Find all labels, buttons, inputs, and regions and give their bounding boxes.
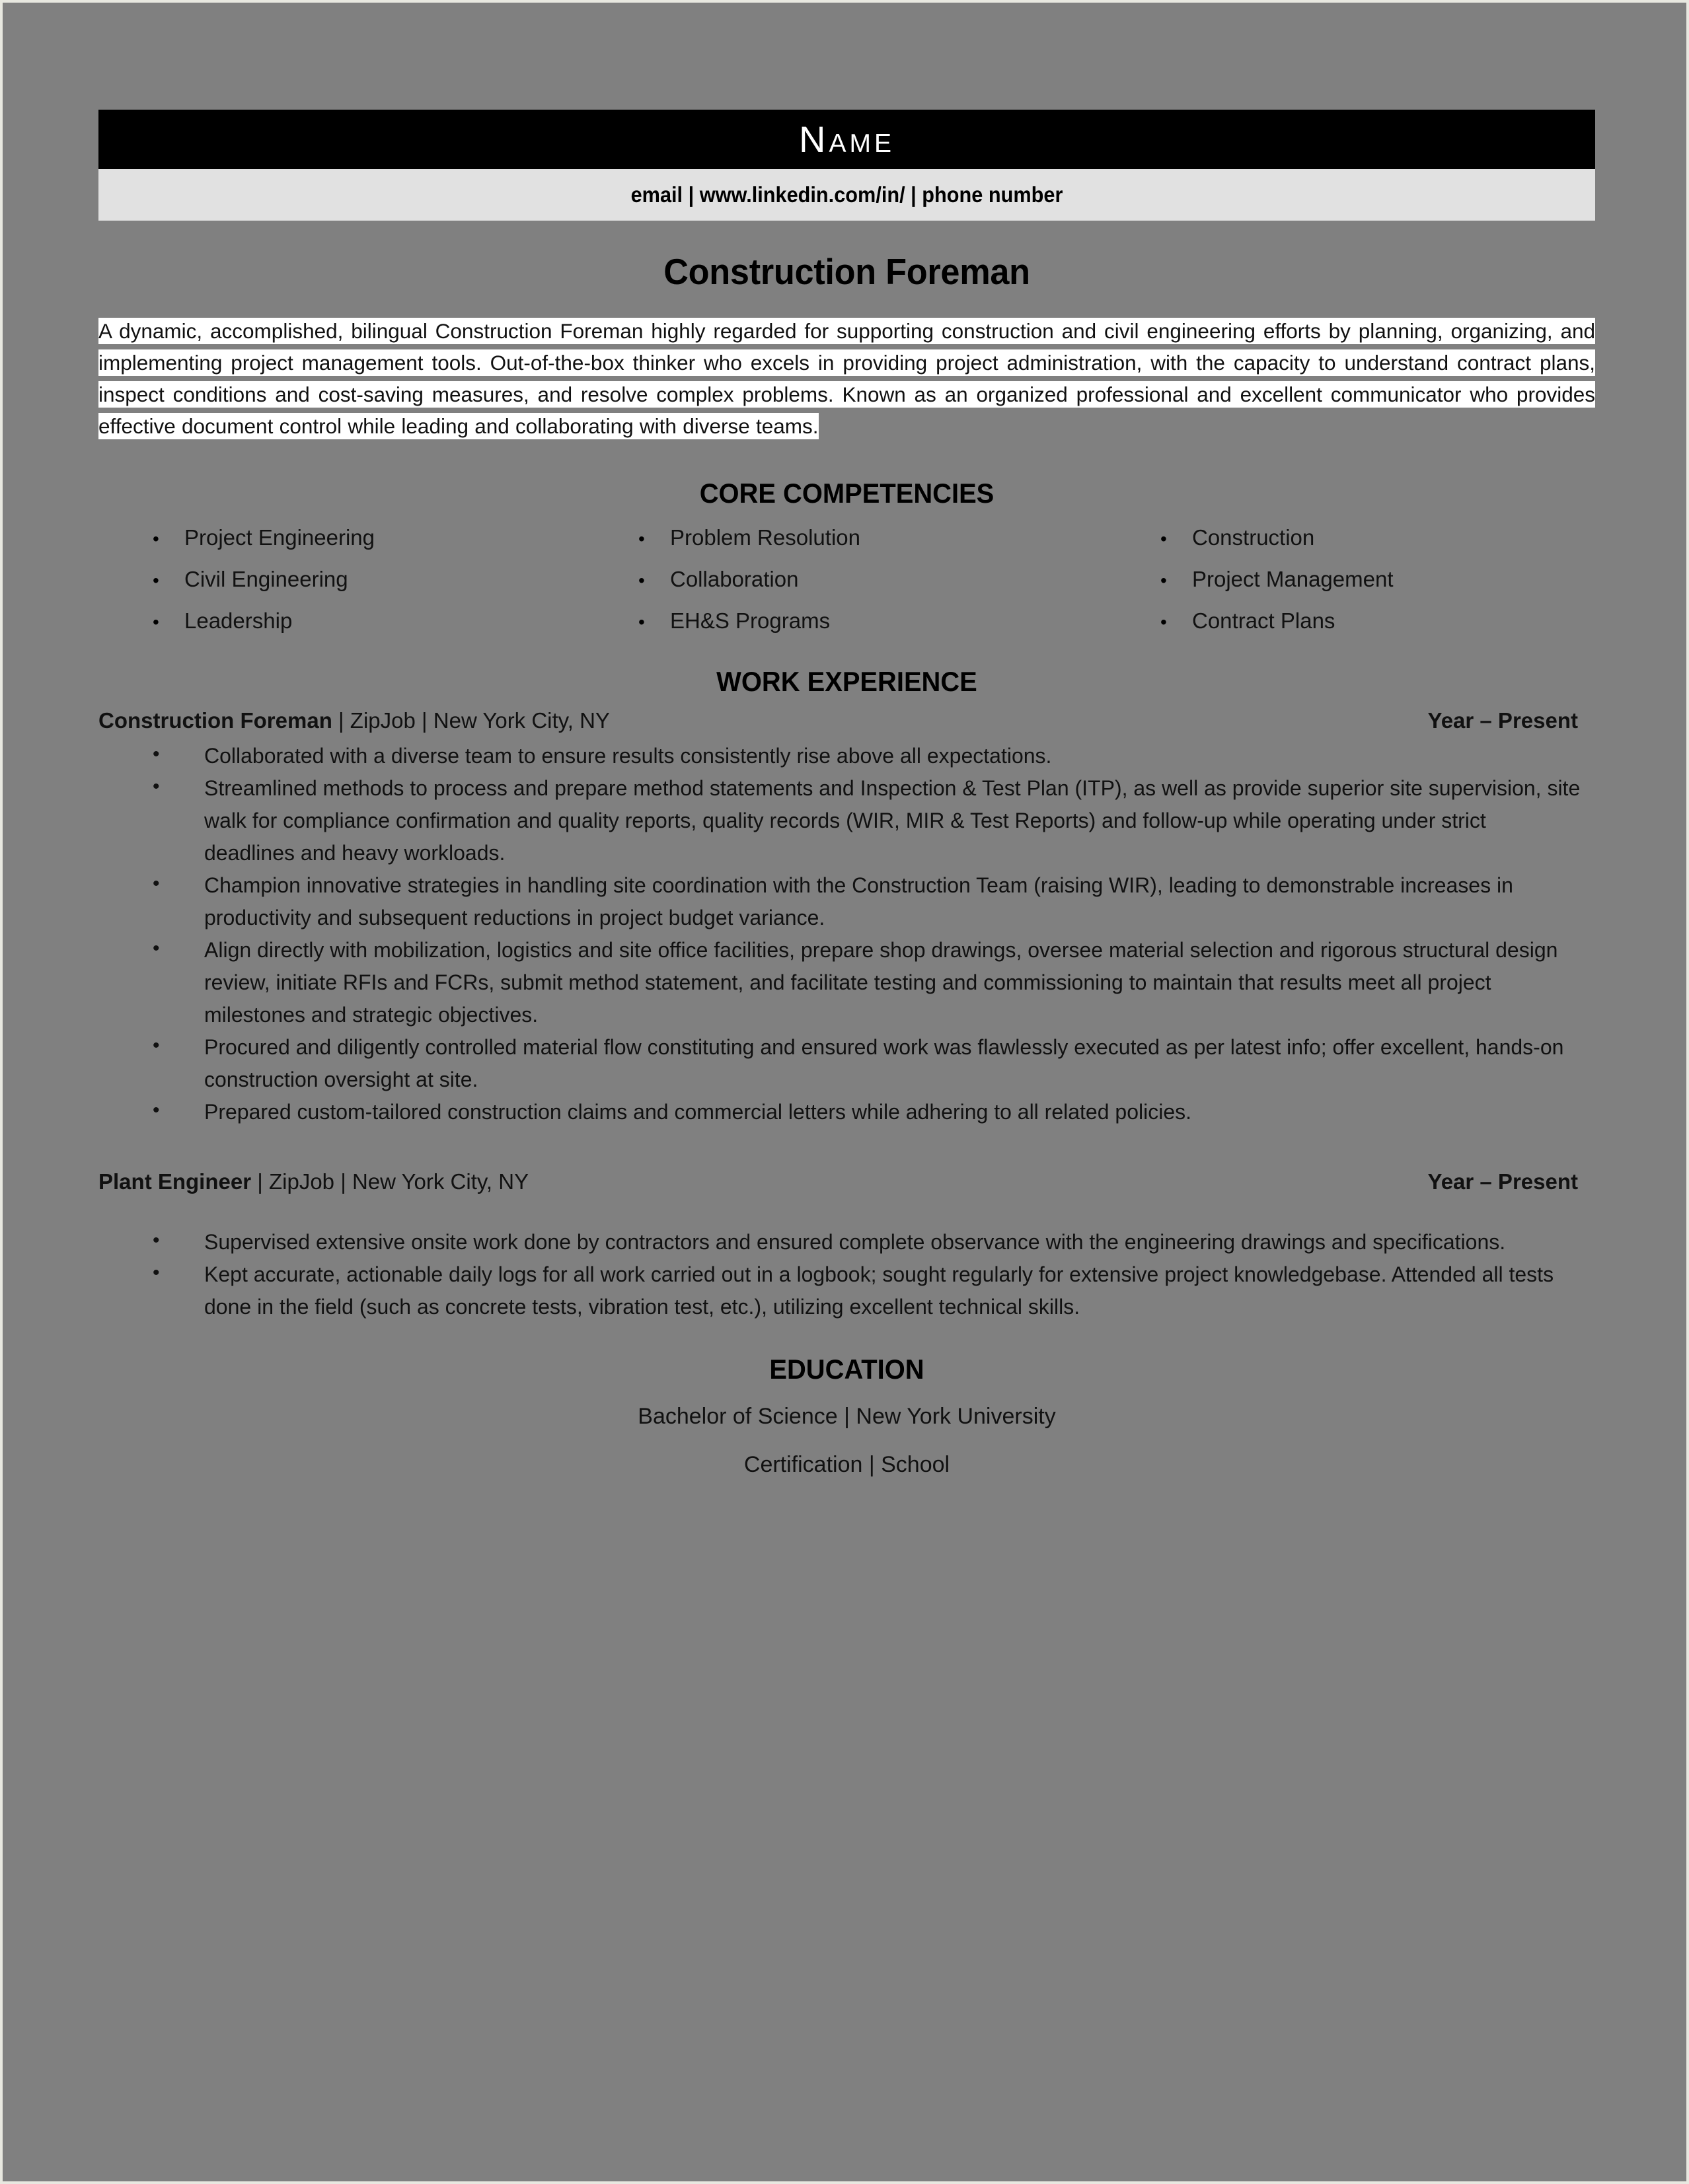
bullet-icon: • bbox=[638, 612, 645, 632]
job-company: ZipJob bbox=[350, 708, 416, 733]
competency-item bbox=[138, 527, 624, 568]
bullet-icon: • bbox=[1160, 570, 1167, 591]
job-separator: | bbox=[332, 708, 350, 733]
resume-content bbox=[98, 3, 1595, 1478]
job-header bbox=[98, 708, 1595, 733]
job-dates: Year – Present bbox=[1427, 708, 1578, 733]
competency-item bbox=[1146, 568, 1595, 610]
job-bullet-list bbox=[98, 740, 1595, 1128]
job-header bbox=[98, 1169, 1595, 1194]
education-heading: EDUCATION bbox=[769, 1354, 924, 1385]
job-location: New York City, NY bbox=[433, 708, 610, 733]
education-entry: Bachelor of Science | New York University bbox=[638, 1404, 1056, 1429]
competency-item bbox=[138, 610, 624, 651]
job-bullet: • Align directly with mobilization, logistics and site office facilities, prepare shop drawings, oversee material selection and rigorous structural design review, initiate RFIs and FCRs, submit method statement, and facilitate testing and commissioning to maintain that results meet all project milestones and strategic objectives. bbox=[98, 934, 1582, 1031]
competency-label: Contract Plans bbox=[1192, 608, 1335, 633]
competency-item bbox=[1146, 610, 1595, 651]
job-separator: | bbox=[251, 1169, 269, 1194]
competency-label: Project Management bbox=[1192, 567, 1394, 591]
competency-item bbox=[624, 610, 1146, 651]
competency-item bbox=[138, 568, 624, 610]
job-bullet: • Streamlined methods to process and prepare method statements and Inspection & Test Plan (ITP), as well as provide superior site supervision, site walk for compliance confirmation and quality reports, quality records (WIR, MIR & Test Reports) and follow-up while operating under strict deadlines and heavy workloads. bbox=[98, 772, 1582, 869]
job-company: ZipJob bbox=[268, 1169, 335, 1194]
job-spacer bbox=[98, 1128, 1595, 1164]
contact-banner bbox=[98, 169, 1595, 221]
competency-label: EH&S Programs bbox=[670, 608, 831, 633]
bullet-icon: • bbox=[153, 528, 159, 549]
job-separator: | bbox=[415, 708, 433, 733]
bullet-icon: • bbox=[1160, 612, 1167, 632]
competency-label: Project Engineering bbox=[184, 525, 375, 550]
job-bullet: • Collaborated with a diverse team to ensure results consistently rise above all expectations. bbox=[98, 740, 1582, 772]
bullet-icon: • bbox=[153, 612, 159, 632]
core-competencies-grid bbox=[138, 527, 1595, 651]
competency-item bbox=[1146, 527, 1595, 568]
competency-item bbox=[624, 527, 1146, 568]
job-bullet: • Procured and diligently controlled material flow constituting and ensured work was flawlessly executed as per latest info; offer excellent, hands-on construction oversight at site. bbox=[98, 1031, 1582, 1096]
job-role: Construction Foreman bbox=[98, 708, 332, 733]
education-entry: Certification | School bbox=[743, 1451, 950, 1477]
bullet-icon: • bbox=[153, 570, 159, 591]
bullet-icon: • bbox=[638, 570, 645, 591]
competency-label: Problem Resolution bbox=[670, 525, 860, 550]
bullet-icon: • bbox=[1160, 528, 1167, 549]
bullet-icon: • bbox=[638, 528, 645, 549]
candidate-name: Name bbox=[799, 118, 895, 160]
job-location: New York City, NY bbox=[352, 1169, 529, 1194]
summary-text: A dynamic, accomplished, bilingual Construction Foreman highly regarded for supporting construction and civil engineering efforts by planning, organizing, and implementing project management tools. Out-of-the-box thinker who excels in providing project administration, with the capacity to understand contract plans, inspect conditions and cost-saving measures, and resolve complex problems. Known as an organized professional and excellent communicator who provides effective document control while leading and collaborating with diverse teams. bbox=[98, 319, 1595, 438]
core-competencies-heading: CORE COMPETENCIES bbox=[699, 478, 995, 509]
work-experience-heading: WORK EXPERIENCE bbox=[716, 666, 977, 697]
page-title: Construction Foreman bbox=[663, 251, 1030, 292]
job-bullet: • Champion innovative strategies in handling site coordination with the Construction Team (raising WIR), leading to demonstrable increases in productivity and subsequent reductions in project budget variance. bbox=[98, 869, 1582, 934]
competency-label: Collaboration bbox=[670, 567, 799, 591]
job-bullet: • Prepared custom-tailored construction claims and commercial letters while adhering to all related policies. bbox=[98, 1096, 1582, 1128]
professional-summary bbox=[98, 315, 1595, 442]
job-role: Plant Engineer bbox=[98, 1169, 252, 1194]
competency-label: Leadership bbox=[184, 608, 293, 633]
job-bullet-list bbox=[98, 1226, 1595, 1323]
competency-item bbox=[624, 568, 1146, 610]
job-bullet: • Supervised extensive onsite work done by contractors and ensured complete observance with the engineering drawings and specifications. bbox=[98, 1226, 1582, 1258]
job-separator: | bbox=[334, 1169, 352, 1194]
competency-label: Civil Engineering bbox=[184, 567, 348, 591]
job-dates: Year – Present bbox=[1427, 1169, 1578, 1194]
name-banner bbox=[98, 110, 1595, 169]
contact-line: email | www.linkedin.com/in/ | phone number bbox=[630, 182, 1063, 207]
competency-label: Construction bbox=[1192, 525, 1315, 550]
job-bullet: • Kept accurate, actionable daily logs for all work carried out in a logbook; sought regularly for extensive project knowledgebase. Attended all tests done in the field (such as concrete tests, vibration test, etc.), utilizing excellent technical skills. bbox=[98, 1258, 1582, 1323]
